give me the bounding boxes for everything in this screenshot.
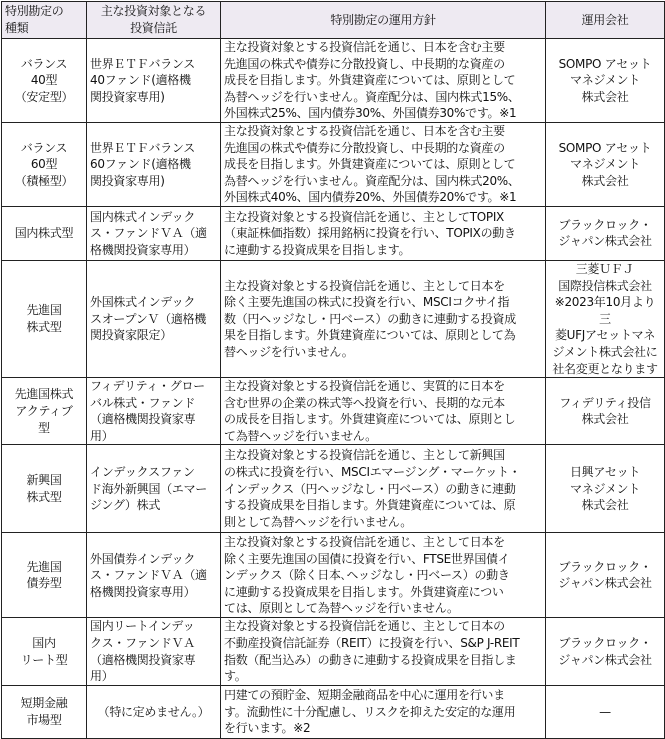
company-cell: 日興アセット マネジメント 株式会社	[546, 445, 665, 533]
fund-cell: 外国債券インデック ス・ファンドＶＡ（適 格機関投資家専用）	[87, 533, 221, 618]
header-row	[2, 2, 665, 39]
table-row	[2, 533, 665, 618]
policy-cell: 主な投資対象とする投資信託を通じ、主として日本の 不動産投資信託証券（REIT）に投資を行い、S&P J-REIT 指数（配当込み）の動きに連動する投資成果を目指しま す。	[221, 618, 546, 685]
table-row	[2, 445, 665, 533]
policy-cell: 主な投資対象とする投資信託を通じ、実質的に日本を 含む世界の企業の株式等へ投資を行い、長期的な元本 の成長を目指します。外貨建資産については、原則とし て為替ヘッジを行いません。	[221, 378, 546, 445]
table-row	[2, 685, 665, 738]
header-policy: 特別勘定の運用方針	[221, 2, 546, 39]
company-cell: ブラックロック・ ジャパン株式会社	[546, 206, 665, 260]
account-type-cell: 国内株式型	[2, 206, 87, 260]
header-company: 運用会社	[546, 2, 665, 39]
company-cell: フィデリティ投信 株式会社	[546, 378, 665, 445]
fund-cell: インデックスファン ド海外新興国（エマー ジング）株式	[87, 445, 221, 533]
table-row	[2, 260, 665, 377]
policy-cell: 円建ての預貯金、短期金融商品を中心に運用を行いま す。流動性に十分配慮し、リスクを抑えた安定的な運用 を行います。※2	[221, 685, 546, 738]
fund-cell: （特に定めません。）	[87, 685, 221, 738]
company-cell: 三菱ＵＦＪ 国際投信株式会社 ※2023年10月より三 菱UFJアセットマネ ジメント株式会社に 社名変更となります	[546, 260, 665, 377]
fund-cell: 国内株式インデック ス・ファンドＶＡ（適 格機関投資家専用）	[87, 206, 221, 260]
table-row	[2, 122, 665, 206]
account-type-cell: 先進国 株式型	[2, 260, 87, 377]
account-type-cell: バランス 40型 （安定型）	[2, 39, 87, 123]
table-row	[2, 39, 665, 123]
account-type-cell: 新興国 株式型	[2, 445, 87, 533]
fund-cell: 世界ＥＴＦバランス 60ファンド(適格機 関投資家専用)	[87, 122, 221, 206]
policy-cell: 主な投資対象とする投資信託を通じ、主として日本を 除く主要先進国の国債に投資を行い、FTSE世界国債イ ンデックス（除く日本､ヘッジなし・円ベース）の動き に連動する投資成果を目指します。外貨建資産につい ては、原則として為替ヘッジを行いません。	[221, 533, 546, 618]
fund-cell: 国内リートインデッ クス・ファンドＶＡ （適格機関投資家専 用）	[87, 618, 221, 685]
account-type-cell: 短期金融 市場型	[2, 685, 87, 738]
company-cell: ブラックロック・ ジャパン株式会社	[546, 533, 665, 618]
table-row	[2, 378, 665, 445]
header-fund: 主な投資対象となる 投資信託	[87, 2, 221, 39]
account-type-cell: 先進国株式 アクティブ 型	[2, 378, 87, 445]
policy-cell: 主な投資対象とする投資信託を通じ、主として日本を 除く主要先進国の株式に投資を行い、MSCIコクサイ指 数（円ヘッジなし・円ベース）の動きに連動する投資成 果を目指します。外貨建資産については、原則として為 替ヘッジを行いません。	[221, 260, 546, 377]
company-cell: SOMPO アセット マネジメント 株式会社	[546, 39, 665, 123]
fund-cell: 外国株式インデック スオープンＶ（適格機 関投資家限定）	[87, 260, 221, 377]
special-account-table	[1, 1, 665, 739]
table-row	[2, 206, 665, 260]
account-type-cell: 先進国 債券型	[2, 533, 87, 618]
account-type-cell: バランス 60型 （積極型）	[2, 122, 87, 206]
table-row	[2, 618, 665, 685]
header-type: 特別勘定の 種類	[2, 2, 87, 39]
fund-cell: フィデリティ・グロー バル株式・ファンド （適格機関投資家専 用）	[87, 378, 221, 445]
policy-cell: 主な投資対象とする投資信託を通じ、日本を含む主要 先進国の株式や債券に分散投資し、中長期的な資産の 成長を目指します。外貨建資産については、原則として 為替ヘッジを行いません。資産配分は、国内株式15%、 外国株式25%、国内債券30%、外国債券30%です。※1	[221, 39, 546, 123]
company-cell: ブラックロック・ ジャパン株式会社	[546, 618, 665, 685]
policy-cell: 主な投資対象とする投資信託を通じ、主としてTOPIX （東証株価指数）採用銘柄に投資を行い、TOPIXの動き に連動する投資成果を目指します。	[221, 206, 546, 260]
policy-cell: 主な投資対象とする投資信託を通じ、主として新興国 の株式に投資を行い、MSCIエマージング・マーケット・ インデックス（円ヘッジなし・円ベース）の動きに連動 する投資成果を目指します。外貨建資産については、原 則として為替ヘッジを行いません。	[221, 445, 546, 533]
policy-cell: 主な投資対象とする投資信託を通じ、日本を含む主要 先進国の株式や債券に分散投資し、中長期的な資産の 成長を目指します。外貨建資産については、原則として 為替ヘッジを行いません。資産配分は、国内株式20%、 外国株式40%、国内債券20%、外国債券20%です。※1	[221, 122, 546, 206]
company-cell: SOMPO アセット マネジメント 株式会社	[546, 122, 665, 206]
account-type-cell: 国内 リート型	[2, 618, 87, 685]
company-cell: —	[546, 685, 665, 738]
fund-cell: 世界ＥＴＦバランス 40ファンド(適格機 関投資家専用)	[87, 39, 221, 123]
